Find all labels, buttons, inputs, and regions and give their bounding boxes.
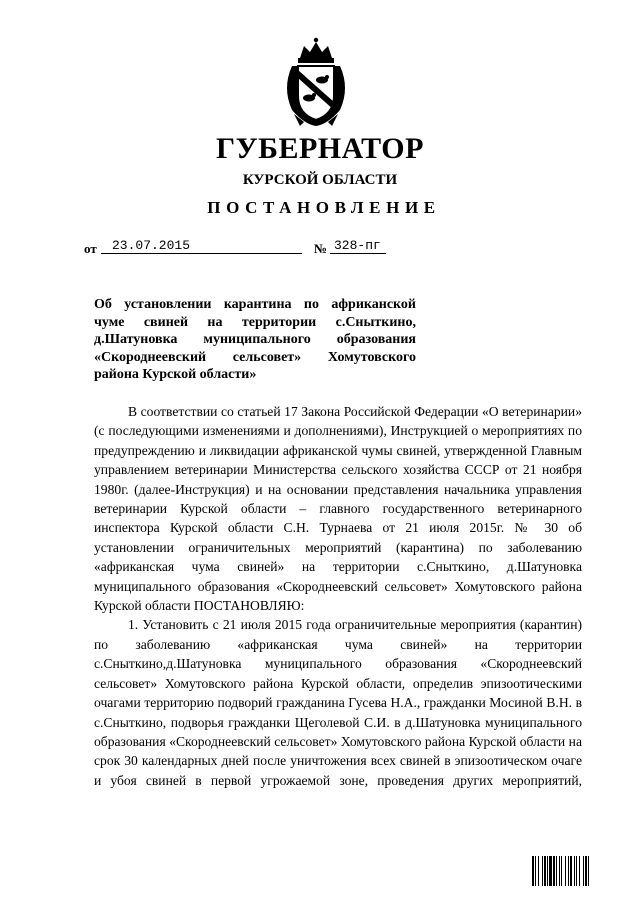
region-subtitle: КУРСКОЙ ОБЛАСТИ (242, 172, 398, 188)
document-type: ПОСТАНОВЛЕНИЕ (207, 198, 441, 217)
subject-line: Об установлении карантина по африканской (94, 297, 416, 312)
number-value: 328-пг (334, 238, 381, 253)
document-meta (84, 236, 384, 258)
number-underline (330, 253, 386, 254)
clause-paragraph-1: 1. Установить с 21 июля 2015 года ограничительные мероприятия (карантин) по заболеванию «африканская чума свиней» на территории с.Сныткино,д.Шатуновка муниципального образования «Скороднеевский сельсовет» Хомутовского района Курской области, определив эпизоотическими очагами территорию подворий гражданина Гусева Н.А., гражданки Мосиной В.Н. в с.Сныткино, подворья гражданки Щеголевой С.И. в д.Шатуновка муниципального образования «Скороднеевский сельсовет» Хомутовского района Курской области на срок 30 календарных дней после уничтожения всех свиней в эпизоотическом очаге и убоя свиней в первой угрожаемой зоне, проведения других мероприятий, (94, 617, 582, 788)
preamble-paragraph: В соответствии со статьей 17 Закона Российской Федерации «О ветеринарии» (с последующими изменениями и дополнениями), Инструкцией о мероприятиях по предупреждению и ликвидации африканской чумы свиней, утвержденной Главным управлением ветеринарии Министерства сельского хозяйства СССР от 21 ноября 1980г. (далее-Инструкция) и на основании представления начальника управления ветеринарии Курской области – главного государственного ветеринарного инспектора Курской области С.Н. Турнаева от 21 июля 2015г. № 30 об установлении ограничительных мероприятий (карантина) по заболеванию «африканская чума свиней» на территории с.Сныткино, д.Шатуновка муниципального образования «Скороднеевский сельсовет» Хомутовского района Курской области ПОСТАНОВЛЯЮ: (94, 404, 582, 614)
subject-line: чуме свиней на территории с.Сныткино, (94, 314, 416, 330)
coat-of-arms-icon (278, 36, 354, 128)
date-value: 23.07.2015 (112, 238, 191, 253)
subject-line: д.Шатуновка муниципального образования (94, 332, 416, 348)
governor-title: ГУБЕРНАТОР (216, 132, 424, 165)
subject-line: «Скороднеевский сельсовет» Хомутовского (94, 349, 416, 365)
document-subject (94, 296, 416, 384)
document-body (94, 402, 582, 790)
date-label: от (84, 241, 97, 256)
number-label: № (314, 241, 328, 256)
barcode-icon (532, 856, 620, 886)
date-underline (101, 253, 302, 254)
subject-line: района Курской области» (94, 367, 257, 383)
